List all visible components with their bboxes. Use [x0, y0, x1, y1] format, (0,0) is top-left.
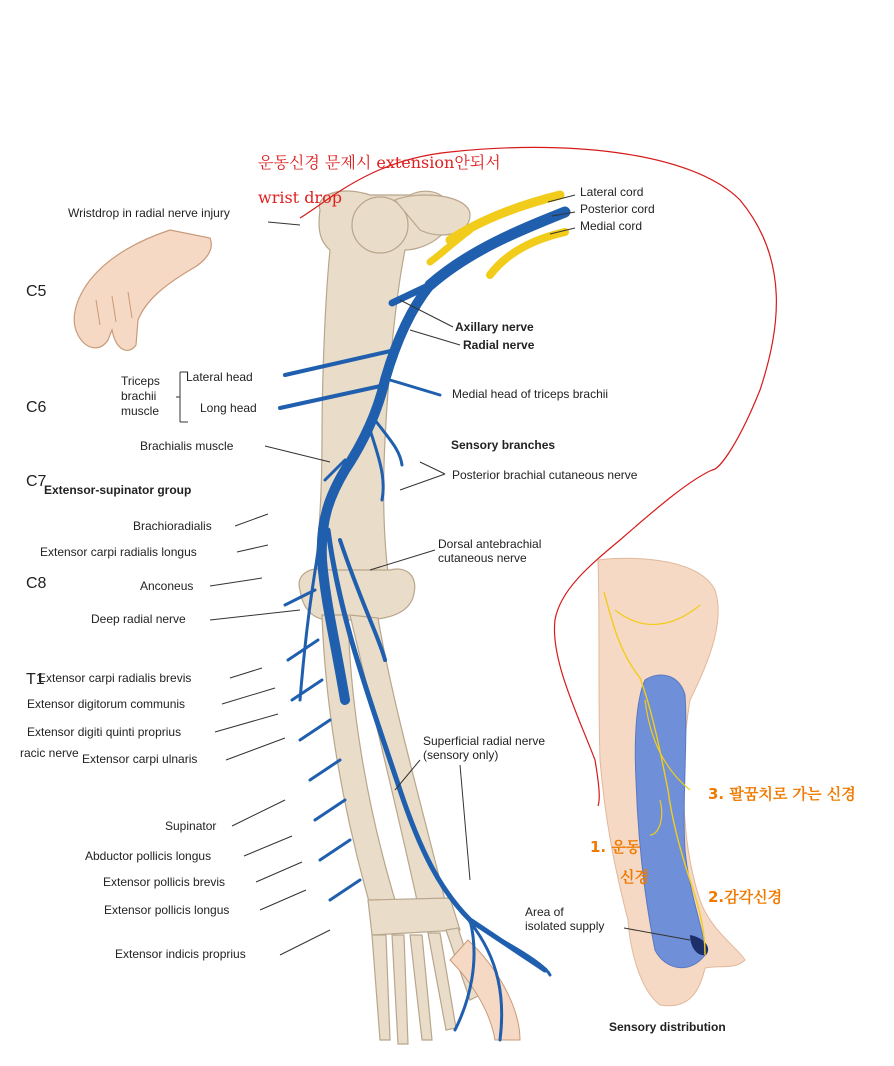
label-ecrb: Extensor carpi radialis brevis [38, 671, 192, 685]
label-epb: Extensor pollicis brevis [103, 875, 226, 889]
annotation-wrist-drop: wrist drop [258, 188, 342, 207]
segment-t1: T1 [26, 671, 45, 688]
label-eip: Extensor indicis proprius [115, 947, 246, 961]
label-medial-cord: Medial cord [580, 219, 643, 233]
label-dorsal-ante-2: cutaneous nerve [438, 551, 527, 565]
label-area-1: Area of [525, 905, 564, 919]
label-sensory-branches: Sensory branches [451, 438, 556, 452]
label-lateral-head: Lateral head [186, 370, 253, 384]
segment-thoracic-nerve: racic nerve [20, 746, 79, 760]
label-long-head: Long head [200, 401, 257, 415]
annotation-motor-nerve-2: 신경 [620, 868, 649, 886]
label-extensor-supinator-group: Extensor-supinator group [44, 483, 192, 497]
segment-c5: C5 [26, 283, 47, 300]
label-supinator: Supinator [165, 819, 217, 833]
label-medial-head: Medial head of triceps brachii [452, 387, 609, 401]
label-wristdrop: Wristdrop in radial nerve injury [68, 206, 230, 220]
label-anconeus: Anconeus [140, 579, 194, 593]
label-triceps-1: Triceps [121, 374, 160, 388]
label-triceps-2: brachii [121, 389, 157, 403]
annotation-motor-nerve-1: 1. 운동 [590, 838, 641, 856]
annotation-elbow-nerve: 3. 팔꿈치로 가는 신경 [708, 785, 856, 803]
label-superficial-2: (sensory only) [423, 748, 499, 762]
label-brachioradialis: Brachioradialis [133, 519, 212, 533]
segment-c8: C8 [26, 575, 47, 592]
label-edc: Extensor digitorum communis [27, 697, 186, 711]
label-area-2: isolated supply [525, 919, 605, 933]
label-ecu: Extensor carpi ulnaris [82, 752, 198, 766]
label-edqp: Extensor digiti quinti proprius [27, 725, 182, 739]
annotation-motor-problem: 운동신경 문제시 extension안되서 [258, 153, 501, 172]
label-sensory-distribution: Sensory distribution [609, 1020, 726, 1034]
label-posterior-cord: Posterior cord [580, 202, 655, 216]
segment-c7: C7 [26, 473, 47, 490]
label-ecrl: Extensor carpi radialis longus [40, 545, 197, 559]
label-brachialis: Brachialis muscle [140, 439, 234, 453]
segment-c6: C6 [26, 399, 47, 416]
label-radial-nerve: Radial nerve [463, 338, 535, 352]
label-apl: Abductor pollicis longus [85, 849, 212, 863]
label-lateral-cord: Lateral cord [580, 185, 644, 199]
label-deep-radial: Deep radial nerve [91, 612, 186, 626]
label-axillary-nerve: Axillary nerve [455, 320, 534, 334]
label-epl: Extensor pollicis longus [104, 903, 230, 917]
label-superficial-1: Superficial radial nerve [423, 734, 546, 748]
label-triceps-3: muscle [121, 404, 160, 418]
label-dorsal-ante-1: Dorsal antebrachial [438, 537, 542, 551]
label-posterior-brachial: Posterior brachial cutaneous nerve [452, 468, 638, 482]
annotation-sensory-nerve: 2.감각신경 [708, 888, 783, 906]
